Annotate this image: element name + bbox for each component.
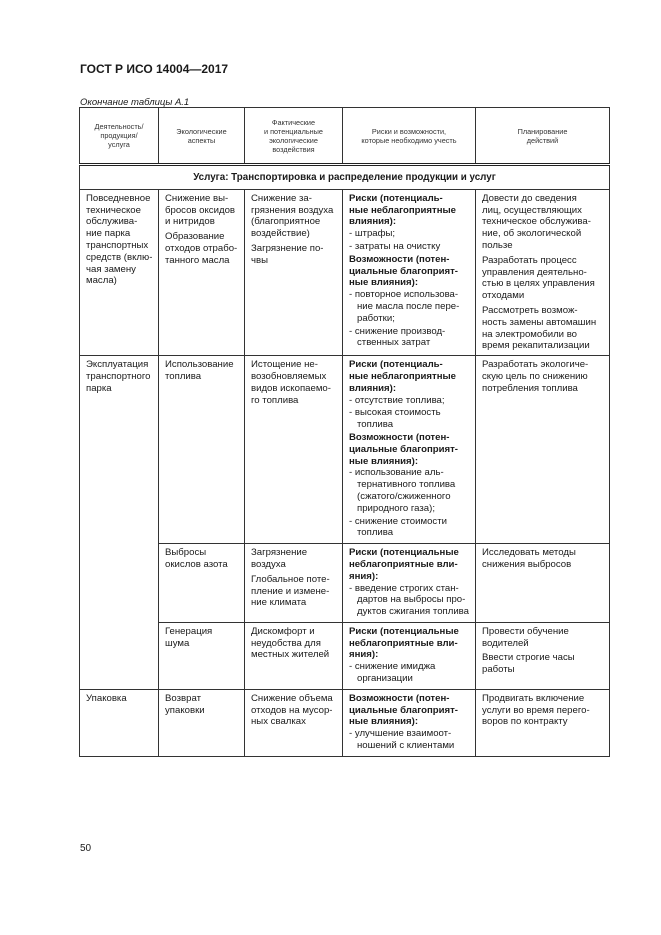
cell-paragraph: Загрязнение воздуха [251,547,308,570]
risk-bullet: - снижение стоимости топлива [349,515,447,539]
risk-bullet: - затраты на очистку [349,240,441,252]
cell-paragraph: Истощение не- возобновляемых видов ископаемо- го топлива [251,359,331,406]
action-cell [476,544,610,623]
table-row [80,356,610,544]
impact-cell [245,622,343,689]
impact-cell [245,689,343,756]
cell-paragraph: Генерация шума [165,625,213,649]
document-header: ГОСТ Р ИСО 14004—2017 [80,62,229,76]
page-number: 50 [80,843,92,854]
column-header: Риски и возможности, которые необходимо учесть [343,108,476,165]
cell-paragraph: Снижение за- грязнения воздуха (благоприятное воздействие) [251,192,334,240]
risk-heading: Риски (потенциальные неблагоприятные вли- яния): [349,547,459,582]
risk-heading: Риски (потенциальные неблагоприятные вли- яния): [349,625,459,661]
cell-paragraph: Разработать процесс управления деятельно- стью в целях управления отходами [482,254,595,302]
risks-cell [343,622,476,689]
risk-heading: Возможности (потен- циальные благоприят- ные влияния): [349,253,459,289]
cell-paragraph: Ввести строгие часы работы [482,652,575,676]
column-header: Экологические аспекты [159,108,245,165]
risks-cell [343,356,476,544]
section-row [80,165,610,190]
cell-paragraph: Выбросы окислов азота [165,547,228,570]
risk-heading: Риски (потенциаль- ные неблагоприятные влияния): [349,192,457,228]
risks-cell [343,689,476,756]
risk-bullet: - штрафы; [349,228,396,240]
impact-cell [245,544,343,623]
risks-cell [343,544,476,623]
risk-bullet: - введение строгих стан- дартов на выбросы про- дуктов сжигания топлива [349,582,470,618]
cell-paragraph: Загрязнение по- чвы [251,242,324,266]
table-caption: Окончание таблицы А.1 [80,97,190,108]
activity-cell: Эксплуатация транспортного парка [80,356,159,690]
impact-cell [245,356,343,544]
risk-bullet: - снижение имиджа организации [349,661,436,685]
action-cell [476,689,610,756]
cell-paragraph: Снижение объема отходов на мусор- ных свалках [251,692,333,728]
activity-cell: Упаковка [80,689,159,756]
cell-paragraph: Образование отходов отрабо- танного масла [165,231,238,266]
action-cell [476,189,610,355]
action-cell [476,622,610,689]
table-row [80,689,610,756]
risk-heading: Риски (потенциаль- ные неблагоприятные влияния): [349,359,457,394]
cell-paragraph: Продвигать включение услуги во время перего- воров по контракту [482,692,590,728]
cell-paragraph: Разработать экологиче- скую цель по снижению потребления топлива [482,359,589,394]
action-cell [476,356,610,544]
section-title: Услуга: Транспортировка и распределение продукции и услуг [80,165,610,190]
risks-cell [343,189,476,355]
table-row [80,189,610,355]
risk-bullet: - использование аль- тернативного топлива (сжатого/сжиженного природного газа); [349,467,456,514]
risk-bullet: - отсутствие топлива; [349,394,445,406]
risk-bullet: - снижение производ- ственных затрат [349,325,446,349]
cell-paragraph: Довести до сведения лиц, осуществляющих техническое обслужива- ние, об экологической пользе [482,192,591,251]
aspect-cell [159,189,245,355]
aspect-cell [159,689,245,756]
environmental-aspects-table [79,107,610,757]
activity-cell: Повседневное техническое обслужива- ние парка транспортных средств (вклю- чая замену масла) [80,189,159,355]
cell-paragraph: Рассмотреть возмож- ность замены автомашин на электромобили во время рекапитализации [482,304,597,352]
table-body [80,165,610,757]
risk-bullet: - улучшение взаимоот- ношений с клиентами [349,728,455,752]
cell-paragraph: Глобальное поте- пление и измене- ние климата [251,573,330,609]
aspect-cell [159,622,245,689]
cell-paragraph: Дискомфорт и неудобства для местных жителей [251,625,330,661]
table-row [80,544,610,623]
cell-paragraph: Возврат упаковки [165,692,205,716]
table-header-row [80,108,610,165]
risk-heading: Возможности (потен- циальные благоприят- ные влияния): [349,692,459,728]
risk-bullet: - высокая стоимость топлива [349,407,441,431]
column-header: Планирование действий [476,108,610,165]
risk-heading: Возможности (потен- циальные благоприят- ные влияния): [349,431,459,467]
cell-paragraph: Исследовать методы снижения выбросов [482,547,576,570]
column-header: Деятельность/ продукция/ услуга [80,108,159,165]
cell-paragraph: Провести обучение водителей [482,625,569,649]
table-row [80,622,610,689]
aspect-cell [159,356,245,544]
impact-cell [245,189,343,355]
cell-paragraph: Снижение вы- бросов оксидов и нитридов [165,192,235,228]
column-header: Фактические и потенциальные экологические воздействия [245,108,343,165]
risk-bullet: - повторное использова- ние масла после пере- работки; [349,289,460,324]
aspect-cell [159,544,245,623]
cell-paragraph: Использование топлива [165,359,234,382]
